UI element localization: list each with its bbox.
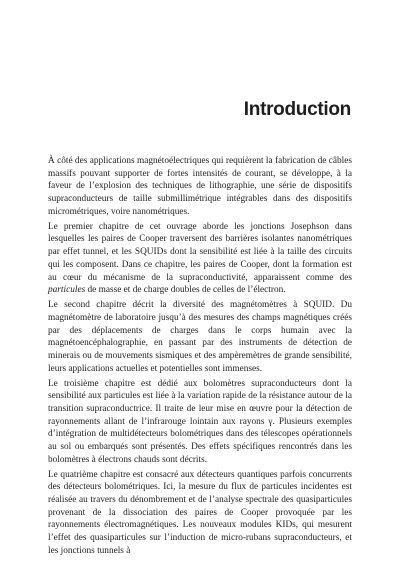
paragraph-4 xyxy=(48,378,352,467)
paragraph-1-text: À côté des applications magnétoélectriques qui requièrent la fabrication de câbles massifs pouvant supporter de fortes intensités de courant, se développe, à la faveur de l’explosion des techniques de lithographie, une série de dispositifs supraconducteurs de taille submillimétrique intégrables dans des dispositifs micrométriques, voire nanométriques. xyxy=(48,156,352,217)
paragraph-2-text: Le premier chapitre de cet ouvrage aborde les jonctions Josephson dans lesquelles les paires de Cooper traversent des barrières isolantes nanométriques par effet tunnel, et les SQUIDs dont la sensibilité est liée à la taille des circuits qui les composent. Dans ce chapitre, les paires de Cooper, dont la formation est au cœur du mécanisme de la supraconductivité, apparaissent comme des xyxy=(48,221,352,283)
paragraph-1 xyxy=(48,155,352,219)
paragraph-3-text: Le second chapitre décrit la diversité des magnétomètres à SQUID. Du magnétomètre de laboratoire jusqu’à des mesures des champs magnétiques créés par des déplacements de charges dans le corps humain avec la magnétoencéphalographie, en passant par des instruments de détection de minerais ou de mouvements sismiques et des ampèremètres de grande sensibilité, leurs applications actuelles et potentielles sont immenses. xyxy=(48,300,352,374)
paragraph-5 xyxy=(48,469,352,558)
body-text xyxy=(48,155,352,560)
paragraph-3 xyxy=(48,299,352,375)
paragraph-2-emphasis: particules xyxy=(48,285,86,296)
chapter-title: Introduction xyxy=(243,99,351,120)
paragraph-4-text: Le troisième chapitre est dédié aux bolomètres supraconducteurs dont la sensibilité aux particules est liée à la variation rapide de la résistance autour de la transition supraconductrice. Il traite de leur mise en œuvre pour la détection de rayonnements allant de l’infrarouge lointain aux rayons γ. Plusieurs exemples d’intégration de multidétecteurs bolométriques dans des télescopes opérationnels au sol ou embarqués sont présentés. Des effets spécifiques rencontrés dans les bolomètres à électrons chauds sont décrits. xyxy=(48,378,352,465)
paragraph-2-text-end: de masse et de charge doubles de celles de l’électron. xyxy=(85,285,286,296)
paragraph-5-text: Le quatrième chapitre est consacré aux détecteurs quantiques parfois concurrents des détecteurs bolométriques. Ici, la mesure du flux de particules incidentes est réalisée au travers du dénombrement et de l’analyse spectrale des quasiparticules provenant de la dissociation des paires de Cooper provoquée par les rayonnements électromagnétiques. Les nouveaux modules KIDs, qui mesurent l’effet des quasiparticules sur l’induction de micro-rubans supraconducteurs, et les jonctions tunnels à xyxy=(48,469,352,556)
paragraph-2 xyxy=(48,221,352,297)
